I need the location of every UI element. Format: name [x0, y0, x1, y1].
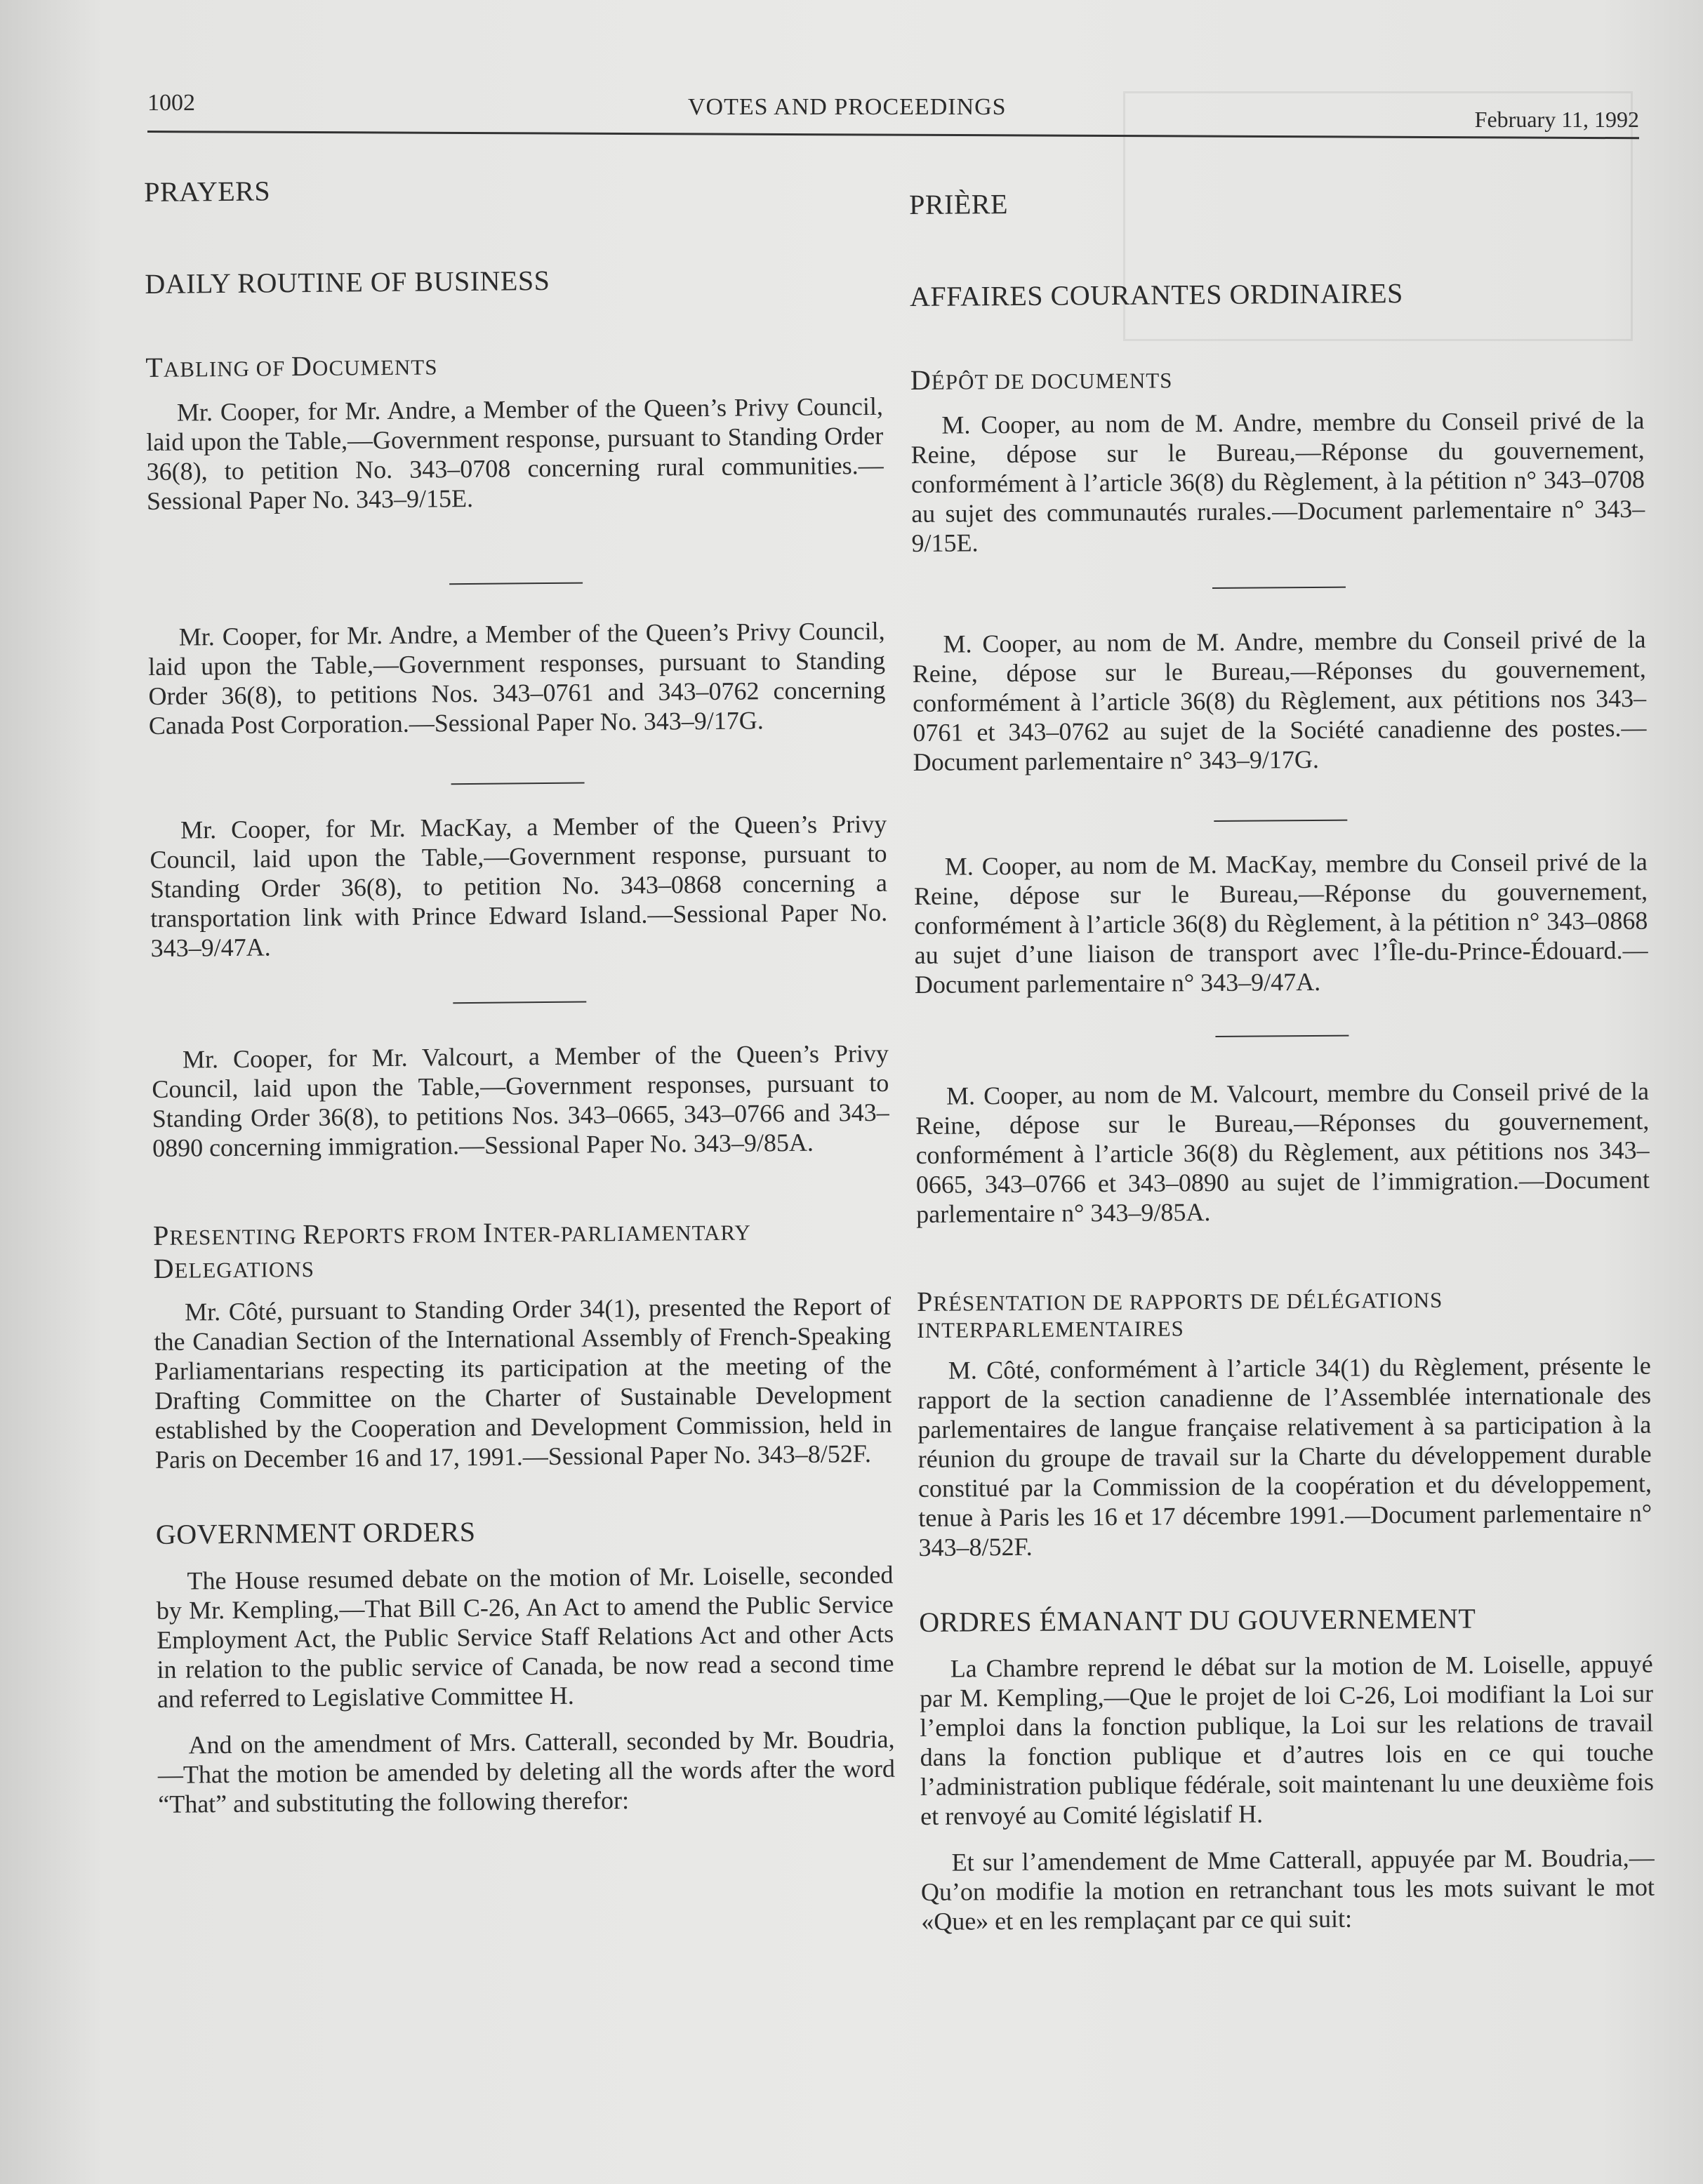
french-column: [909, 183, 1655, 1936]
separator-rule: [453, 1001, 586, 1004]
separator-rule: [1215, 1035, 1349, 1037]
tabling-subheading: TABLING OF DOCUMENTS: [145, 349, 438, 383]
presenting-paragraph: Mr. Côté, pursuant to Standing Order 34(1), presented the Report of the Canadian Section of the International Assembly of French-Speaking Parliamentarians respecting its participation at the meeting of the Drafting Committee on the Charter of Sustainable Development established by the Cooperation and Development Commission, held in Paris on December 16 and 17, 1991.—Sessional Paper No. 343–8/52F.: [154, 1291, 892, 1474]
depot-paragraph: M. Cooper, au nom de M. Andre, membre du Conseil privé de la Reine, dépose sur le Bureau,—Réponse du gouvernement, conformément à l’article 36(8) du Règlement, à la pétition n° 343–0708 au sujet des communautés rurales.—Document parlementaire n° 343–9/15E.: [910, 406, 1645, 557]
priere-heading: PRIÈRE: [909, 188, 1009, 220]
separator-rule: [1212, 587, 1345, 589]
depot-subheading: DÉPÔT DE DOCUMENTS: [910, 364, 1173, 396]
separator-rule: [449, 582, 583, 585]
tabling-paragraph: Mr. Cooper, for Mr. MacKay, a Member of the Queen’s Privy Council, laid upon the Table,—Government response, pursuant to Standing Order 36(8), to petition No. 343–0868 concerning a transportation link with Prince Edward Island.—Sessional Paper No. 343–9/47A.: [150, 809, 888, 962]
affaires-heading: AFFAIRES COURANTES ORDINAIRES: [909, 277, 1403, 312]
prayers-heading: PRAYERS: [144, 175, 271, 208]
depot-paragraph: M. Cooper, au nom de M. Andre, membre du Conseil privé de la Reine, dépose sur le Bureau,—Réponses du gouvernement, conformément à l’article 36(8) du Règlement, aux pétitions nos 343–0761 et 343–0762 au sujet de la Société canadienne des postes.—Document parlementaire n° 343–9/17G.: [912, 625, 1647, 776]
page-number: 1002: [147, 90, 195, 116]
daily-routine-heading: DAILY ROUTINE OF BUSINESS: [145, 264, 550, 300]
tabling-paragraph: Mr. Cooper, for Mr. Valcourt, a Member of the Queen’s Privy Council, laid upon the Table,—Government responses, pursuant to Standing Order 36(8), to petitions Nos. 343–0665, 343–0766 and 343–0890 concerning immigration.—Sessional Paper No. 343–9/85A.: [152, 1039, 889, 1162]
presentation-paragraph: M. Côté, conformément à l’article 34(1) du Règlement, présente le rapport de la section canadienne de l’Assemblée internationale des parlementaires de langue française relativement à sa participation à la réunion du groupe de travail sur la Charte du développement durable constitué par la Commission de la coopération et du développement, tenue à Paris les 16 et 17 décembre 1991.—Document parlementaire n° 343–8/52F.: [917, 1351, 1652, 1562]
depot-paragraph: M. Cooper, au nom de M. MacKay, membre du Conseil privé de la Reine, dépose sur le Bureau,—Réponse du gouvernement, conformément à l’article 36(8) du Règlement, à la pétition n° 343–0868 au sujet d’une liaison de transport avec l’Île-du-Prince-Édouard.—Document parlementaire n° 343–9/47A.: [913, 847, 1648, 999]
header-date: February 11, 1992: [1474, 107, 1639, 132]
presenting-reports-subheading: PRESENTING REPORTS FROM INTER-PARLIAMENTARY DELEGATIONS: [152, 1216, 750, 1284]
english-column: [144, 169, 895, 1819]
depot-paragraph: M. Cooper, au nom de M. Valcourt, membre du Conseil privé de la Reine, dépose sur le Bureau,—Réponses du gouvernement, conformément à l’article 36(8) du Règlement, aux pétitions nos 343–0665, 343–0766 et 343–0890 au sujet de l’immigration.—Document parlementaire n° 343–9/85A.: [915, 1077, 1650, 1228]
presentation-subheading: PRÉSENTATION DE RAPPORTS DE DÉLÉGATIONS INTERPARLEMENTAIRES: [916, 1285, 1443, 1343]
running-title: VOTES AND PROCEEDINGS: [688, 94, 1007, 120]
orders-paragraph: The House resumed debate on the motion of Mr. Loiselle, seconded by Mr. Kempling,—That Bill C-26, An Act to amend the Public Service Employment Act, the Public Service Staff Relations Act and other Acts in relation to the public service of Canada, be now read a second time and referred to Legislative Committee H.: [156, 1560, 894, 1713]
separator-rule: [1214, 820, 1347, 822]
page-header: [147, 90, 1639, 139]
government-orders-heading: GOVERNMENT ORDERS: [155, 1515, 476, 1550]
ordres-heading: ORDRES ÉMANANT DU GOUVERNEMENT: [919, 1602, 1476, 1638]
tabling-paragraph: Mr. Cooper, for Mr. Andre, a Member of the Queen’s Privy Council, laid upon the Table,—Government response, pursuant to Standing Order 36(8), to petition No. 343–0708 concerning rural communities.—Sessional Paper No. 343–9/15E.: [146, 392, 884, 515]
tabling-paragraph: Mr. Cooper, for Mr. Andre, a Member of the Queen’s Privy Council, laid upon the Table,—Government responses, pursuant to Standing Order 36(8), to petitions Nos. 343–0761 and 343–0762 concerning Canada Post Corporation.—Sessional Paper No. 343–9/17G.: [147, 616, 886, 740]
separator-rule: [451, 783, 585, 785]
ordres-paragraph: La Chambre reprend le débat sur la motion de M. Loiselle, appuyé par M. Kempling,—Que le projet de loi C-26, Loi modifiant la Loi sur l’emploi dans la fonction publique, la Loi sur les relations de travail dans la fonction publique et d’autres lois en ce qui touche l’administration publique fédérale, soit maintenant lu une deuxième fois et renvoyé au Comité législatif H.: [919, 1649, 1655, 1830]
orders-paragraph: And on the amendment of Mrs. Catterall, seconded by Mr. Boudria,—That the motion be amended by deleting all the words after the word “That” and substituting the following therefor:: [157, 1724, 896, 1818]
ordres-paragraph: Et sur l’amendement de Mme Catterall, appuyée par M. Boudria,—Qu’on modifie la motion en retranchant tous les mots suivant le mot «Que» et en les remplaçant par ce qui suit:: [920, 1843, 1655, 1936]
header-rule: [147, 131, 1639, 139]
